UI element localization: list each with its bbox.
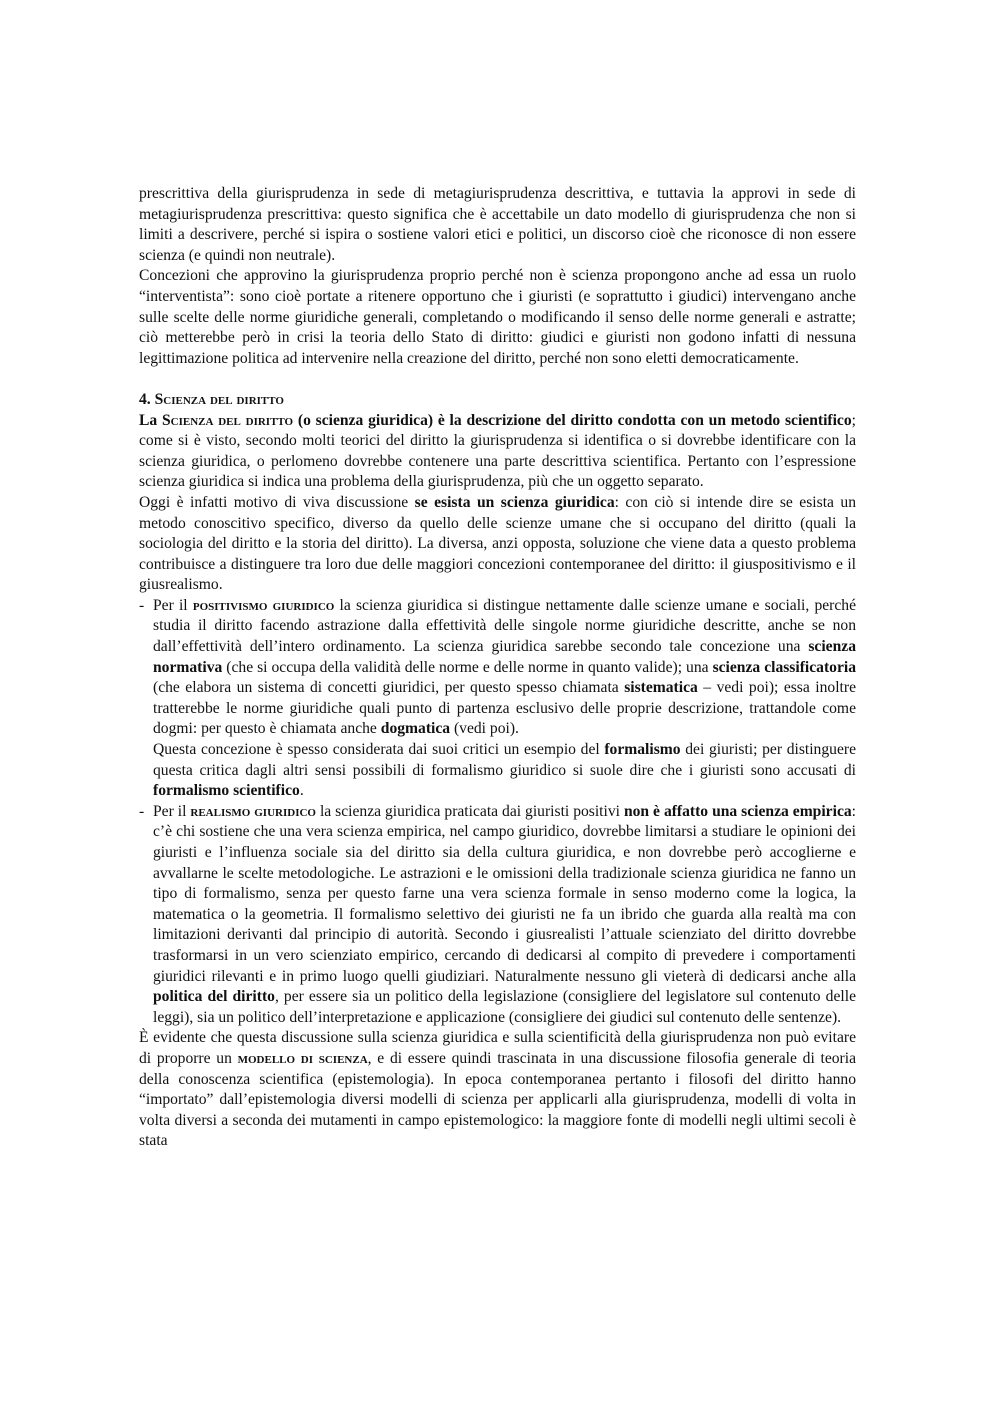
text-span: , e di essere quindi trascinata in una discussione filosofia generale di teoria della conoscenza scientifica (epistemologia). In epoca contemporanea pertanto i filosofi del diritto hanno “importato” dall’epistemologia diversi modelli di scienza per applicarli alla giurisprudenza, modelli di volta in volta diversi a seconda dei mutamenti in campo epistemologico: la maggiore fonte di modelli negli ultimi secoli è stata bbox=[139, 1049, 857, 1150]
bold-text: non è affatto una scienza empirica bbox=[623, 802, 852, 820]
page-body bbox=[139, 184, 856, 1152]
smallcaps-term: modello di scienza bbox=[237, 1049, 368, 1067]
bold-text: dogmatica bbox=[380, 720, 451, 738]
text-span: (che si occupa della validità delle norme e delle norme in quanto valide); una bbox=[222, 658, 713, 676]
text-span: la scienza giuridica si distingue nettamente dalle scienze umane e sociali, perché studia il diritto facendo astrazione dalla effettività delle singole norme giuridiche descritte, anche se non dall’effettività dell’intero ordinamento. La scienza giuridica sarebbe secondo tale concezione una bbox=[153, 596, 857, 656]
bold-text: formalismo bbox=[604, 741, 681, 759]
list-dash: - bbox=[139, 596, 145, 614]
text-span: la scienza giuridica praticata dai giuristi positivi bbox=[315, 802, 624, 820]
smallcaps-term: realismo giuridico bbox=[190, 802, 316, 820]
section-title: Scienza del diritto bbox=[154, 390, 284, 408]
list-item-positivismo bbox=[139, 596, 856, 802]
bold-definition: (o scienza giuridica) è la descrizione del diritto condotta con un metodo scientifico bbox=[293, 411, 852, 429]
text-span: dei giuristi; per distinguere questa critica dagli altri sensi possibili di formalismo giuridico si suole dire che i giuristi sono accusati di bbox=[153, 741, 856, 779]
section-heading bbox=[139, 390, 856, 411]
text-span: Questa concezione è spesso considerata dai suoi critici un esempio del bbox=[153, 741, 605, 759]
paragraph-discussion bbox=[139, 493, 856, 596]
list-item-body bbox=[153, 596, 856, 802]
bold-text: sistematica bbox=[624, 679, 698, 697]
text-span: (che elabora un sistema di concetti giuridici, per questo spesso chiamata bbox=[153, 679, 625, 697]
section-number: 4. bbox=[139, 390, 151, 408]
realismo-paragraph bbox=[153, 802, 856, 1029]
text-span: ; come si è visto, secondo molti teorici del diritto la giurisprudenza si identifica o si dovrebbe identificare con la scienza giuridica, o perlomeno dovrebbe contenere una parte descrittiva scientifica. Pertanto con l’espressione scienza giuridica si indica una problema della giurisprudenza, più che un oggetto separato. bbox=[139, 411, 856, 491]
paragraph-definition bbox=[139, 411, 856, 493]
bold-text: formalismo scientifico bbox=[153, 782, 300, 800]
text-span: Per il bbox=[153, 802, 191, 820]
smallcaps-term: positivismo giuridico bbox=[192, 596, 335, 614]
bold-text: scienza classificatoria bbox=[712, 658, 856, 676]
text-span: È evidente che questa discussione sulla scienza giuridica e sulla scientificità della giurisprudenza non può evitare di proporre un bbox=[139, 1029, 856, 1067]
text-span: , per essere sia un politico della legislazione (consigliere del legislatore sul contenuto delle leggi), sia un politico dell’interpretazione e applicazione (consigliere dei giudici sul contenuto delle sentenze). bbox=[153, 988, 856, 1026]
bold-text: La bbox=[139, 411, 162, 429]
list-item-body bbox=[153, 802, 856, 1029]
bold-text: politica del diritto bbox=[153, 988, 275, 1006]
text-span: : c’è chi sostiene che una vera scienza empirica, nel campo giuridico, dovrebbe limitarsi a studiare le opinioni dei giuristi e l’influenza sociale sia del diritto sia della cultura giuridica, e non dovrebbe però accoglierne e avvallarne le scelte metodologiche. Le astrazioni e le omissioni della tradizionale scienza giuridica ne fanno un tipo di formalismo, senza per questo farne una vera scienza formale in senso moderno come la logica, la matematica o la geometria. Il formalismo selettivo dei giuristi ne fa un ibrido che guarda alla realtà ma con limitazioni derivanti dal principio di autorità. Secondo i giusrealisti l’attuale scienziato del diritto dovrebbe trasformarsi in un vero scienziato empirico, cercando di dedicarsi al compito di prevedere i comportamenti giuridici rilevanti e in primo luogo quelli giudiziari. Naturalmente nessuno gli vieterà di dedicarsi anche alla bbox=[153, 802, 857, 985]
paragraph-metagiurisprudenza: prescrittiva della giurisprudenza in sede di metagiurisprudenza descrittiva, e tuttavia la approvi in sede di metagiurisprudenza prescrittiva: questo significa che è accettabile un dato modello di giurisprudenza che non si limiti a descrivere, perché si ispira o sostiene valori etici e politici, un discorso cioè che riconosce di non essere scienza (e quindi non neutrale). bbox=[139, 185, 856, 264]
paragraph-modello-scienza bbox=[139, 1028, 856, 1152]
bold-text: se esista un scienza giuridica bbox=[414, 493, 615, 511]
text-span: – vedi poi); essa inoltre tratterebbe le norme giuridiche quali punto di partenza esclusivo delle proprie descrizione, trattandole come dogmi: per questo è chiamata anche bbox=[153, 679, 856, 738]
text-span: (vedi poi). bbox=[450, 720, 519, 738]
text-span: : con ciò si intende dire se esista un metodo conoscitivo specifico, diverso da quello delle scienze umane che si occupano del diritto (quali la sociologia del diritto e la storia del diritto). La diversa, anzi opposta, soluzione che viene data a questo problema contribuisce a distinguere tra loro due delle maggiori concezioni contemporanee del diritto: il giuspositivismo e il giusrealismo. bbox=[139, 493, 857, 594]
smallcaps-term: Scienza del diritto bbox=[161, 411, 294, 429]
list-item-realismo bbox=[139, 802, 856, 1029]
text-span: . bbox=[299, 782, 304, 800]
formalismo-paragraph bbox=[153, 740, 856, 802]
paragraph-interventista: Concezioni che approvino la giurisprudenza proprio perché non è scienza propongono anche ad essa un ruolo “interventista”: sono cioè portate a ritenere opportuno che i giuristi (e soprattutto i giudici) intervengano anche sulle scelte delle norme giuridiche generali, completando o modificando il senso delle norme generali e astratte; ciò metterebbe però in crisi la teoria dello Stato di diritto: giudici e giuristi non godono infatti di nessuna legittimazione politica ad intervenire nella creazione del diritto, perché non sono eletti democraticamente. bbox=[139, 267, 856, 367]
list-dash: - bbox=[139, 802, 145, 820]
text-span: Per il bbox=[153, 596, 193, 614]
positivismo-paragraph bbox=[153, 596, 856, 740]
text-span: Oggi è infatti motivo di viva discussione bbox=[139, 493, 415, 511]
bold-text: scienza normativa bbox=[153, 638, 856, 676]
